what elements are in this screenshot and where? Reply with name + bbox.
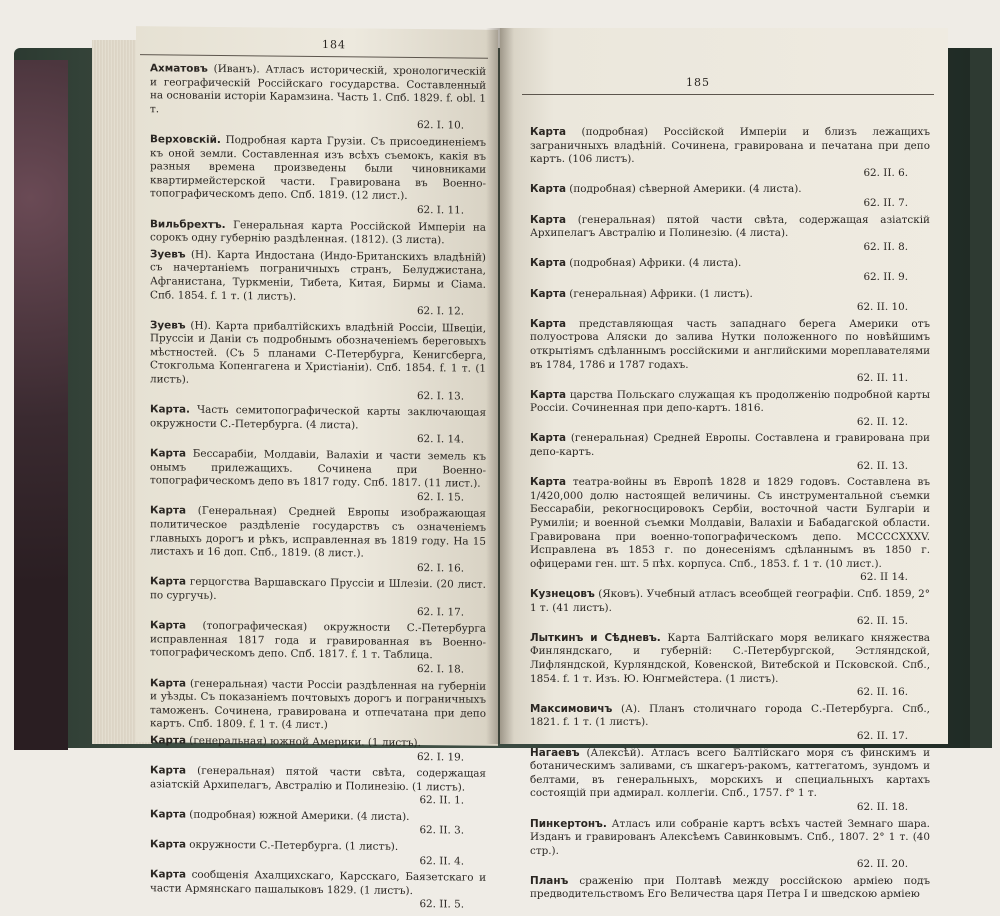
catalog-entry — [530, 632, 930, 700]
entry-heading: Карта — [530, 126, 566, 138]
catalog-entry — [150, 734, 486, 765]
entry-heading: Зуевъ — [150, 247, 186, 261]
shelf-code: 62. II. 7. — [863, 196, 908, 209]
catalog-entry — [150, 404, 486, 448]
header-rule — [522, 94, 934, 95]
entry-heading: Карта — [150, 808, 186, 821]
catalog-entry — [530, 257, 930, 284]
header-rule — [140, 54, 488, 59]
right-page — [500, 28, 948, 901]
entry-text: (Н). Карта прибалтiйскихъ владѣнiй Россiи, Швецiи, Пруссiи и Данiи съ подробнымъ обозначенiемъ береговыхъ мѣстностей. (Съ 5 планами С-Петербурга, Кенигсберга, Стокгольма Копенгагена и Христiанiи). Спб. 1854. f. 1 т. (1 листъ). — [150, 319, 486, 386]
entry-heading: Лыткинъ и Сѣдневъ. — [530, 631, 661, 644]
entry-text: (генеральная) Средней Европы. Составлена и гравирована при депо-картъ. — [530, 432, 930, 459]
shelf-code: 62. II. 16. — [856, 686, 908, 699]
entry-heading: Карта — [530, 183, 566, 196]
entry-text: (подробная) южной Америки. (4 листа). — [189, 808, 410, 823]
shelf-code: 62. II. 20. — [856, 858, 908, 871]
shelf-code: 62. II. 9. — [863, 270, 908, 283]
catalog-entry — [150, 447, 486, 505]
catalog-entry — [150, 218, 486, 249]
entry-text: Карта Балтiйскаго моря великаго княжества Финляндскаго, и губернiй: С.-Петербургской, Эстляндской, Лифляндской, Курляндской, Ковенской, Витебской и Псковской. Спб., 1854. f. 1 т. Изъ. Ю. Юнгмейстера. (1 листъ). — [530, 631, 930, 685]
shelf-code: 62. II 14. — [860, 571, 908, 584]
left-page — [136, 26, 498, 911]
entry-text: (Н). Карта Индостана (Индо-Британскихъ владѣнiй) съ начертанiемъ пограничныхъ странъ, Белуджистана, Афганистана, Туркменiи, Тибета, Китая, Бирмы и Сiама. Спб. 1854. f. 1 т. (1 листъ). — [150, 248, 486, 303]
catalog-entry — [530, 875, 930, 902]
catalog-entry — [530, 288, 930, 315]
page-number: 184 — [322, 38, 346, 52]
entry-heading: Максимовичъ — [530, 702, 613, 715]
catalog-entry — [150, 133, 486, 218]
shelf-code: 62. I. 13. — [416, 389, 464, 403]
entry-heading: Карта — [530, 317, 566, 330]
entry-text: царства Польскаго служащая къ продолженiю подробной карты Россiи. Сочиненная при депо-картъ. 1816. — [530, 388, 930, 415]
catalog-entry — [530, 432, 930, 473]
entry-text: сообщенiя Ахалцихскаго, Карсскаго, Баязетскаго и части Армянскаго пашалыковъ 1829. (1 листъ). — [150, 868, 486, 897]
shelf-code: 62. I. 17. — [416, 605, 464, 619]
entry-text: Часть семитопографической карты заключающая окружности С.-Петербурга. (4 листа). — [150, 403, 487, 432]
entry-list — [530, 126, 930, 905]
shelf-code: 62. I. 10. — [416, 119, 464, 132]
entry-heading: Карта — [150, 619, 186, 632]
entry-text: (Генеральная) Средней Европы изображающая политическое раздѣленiе государствъ съ означенiемъ главныхъ дорогъ и рѣкъ, исправленная въ 1819 году. На 15 листахъ и 16 доп. Спб., 1819. (8 лист.). — [150, 505, 486, 560]
shelf-code: 62. II. 11. — [856, 372, 908, 385]
catalog-entry — [150, 319, 486, 404]
catalog-entry — [530, 818, 930, 872]
entry-heading: Карта — [150, 575, 186, 589]
shelf-code: 62. I. 19. — [416, 750, 464, 764]
entry-heading: Карта — [530, 257, 566, 270]
shelf-code: 62. I. 12. — [416, 305, 464, 318]
entry-heading: Карта — [150, 764, 186, 777]
entry-text: театра-войны въ Европѣ 1828 и 1829 годовъ. Составлена въ 1/420,000 долю настоящей величины. Съ инструментальной съемки Бессарабiи, рекогносцировокъ Сербiи, восточной части Булгарiи и Румилiи; и военной съемки Молдавiи, Валахiи и Бабадагской области. Гравирована при военно-топографическомъ депо. MCCCCXXXV. Исправлена въ 1853 г. по донесенiямъ сдѣланнымъ въ 1850 г. офицерами ген. шт. 5 пѣх. корпуса. Спб., 1853. f. 1 т. (10 лист.). — [530, 476, 930, 570]
entry-heading: Пинкертонъ. — [530, 817, 607, 830]
catalog-entry — [150, 869, 486, 913]
shelf-code: 62. II. 17. — [856, 729, 908, 742]
entry-heading: Карта — [150, 504, 186, 518]
entry-heading: Карта — [150, 447, 186, 460]
shelf-code: 62. II. 3. — [419, 824, 464, 838]
entry-heading: Кузнецовъ — [530, 588, 595, 600]
shelf-code: 62. II. 13. — [856, 459, 908, 472]
entry-text: (подробная) Россiйской Имперiи и близъ лежащихъ заграничныхъ владѣнiй. Сочинена, гравирована и печатана при депо картъ. (106 листъ). — [530, 126, 930, 166]
entry-heading: Зуевъ — [150, 318, 186, 332]
catalog-entry — [530, 183, 930, 210]
entry-text: (подробная) сѣверной Америки. (4 листа). — [569, 183, 802, 196]
entry-heading: Карта — [150, 676, 186, 690]
catalog-entry — [530, 747, 930, 815]
shelf-code: 62. II. 12. — [856, 415, 908, 428]
entry-heading: Карта. — [150, 403, 190, 416]
entry-text: Бессарабiи, Молдавiи, Валахiи и части земель къ онымъ прилежащихъ. Сочинена при Военно-топографическомъ депо въ 1817 году. Спб. 1817. (11 лист.). — [150, 447, 486, 490]
catalog-entry — [150, 619, 486, 677]
entry-text: (Алексѣй). Атласъ всего Балтiйскаго моря съ финскимъ и ботаническимъ заливами, съ шкагеръ-ракомъ, каттегатомъ, зундомъ и белтами, въ генеральныхъ, морскихъ и специальныхъ картахъ состоящiй при адмирал. коллегiи. Спб., 1757. f° 1 т. — [530, 746, 930, 800]
entry-heading: Карта — [530, 287, 566, 300]
entry-heading: Ахматовъ — [150, 62, 208, 75]
book-gutter — [486, 28, 514, 744]
catalog-entry — [150, 505, 486, 576]
entry-list — [150, 62, 486, 916]
shelf-code: 62. II. 15. — [856, 615, 908, 628]
shelf-code: 62. II. 6. — [863, 166, 908, 179]
entry-heading: Карта — [150, 868, 186, 881]
catalog-entry — [150, 576, 486, 620]
entry-text: Генеральная карта Россiйской Имперiи на сорокъ одну губернiю раздѣленная. (1812). (3 листа). — [150, 218, 486, 247]
entry-text: Атласъ или собранiе картъ всѣхъ частей Земнаго шара. Изданъ и гравированъ Алексѣемъ Савинковымъ. Спб., 1807. 2° 1 т. (40 стр.). — [530, 817, 930, 857]
entry-text: герцогства Варшавскаго Пруссiи и Шлезiи. (20 лист. по сургучь). — [150, 576, 486, 602]
entry-heading: Карта — [150, 734, 186, 747]
catalog-entry — [150, 62, 486, 133]
entry-heading: Планъ — [530, 874, 569, 887]
shelf-code: 62. I. 16. — [416, 561, 464, 575]
entry-text: (генеральная) пятой части свѣта, содержащая азiатскiй Архипелагъ, Австралiю и Полинезiю. (1 листъ). — [150, 764, 486, 794]
catalog-entry — [530, 389, 930, 430]
shelf-code: 62. II. 5. — [419, 898, 464, 911]
entry-text: представляющая часть западнаго берега Америки отъ полуострова Аляски до залива Нутки положенного по новѣйшимъ открытiямъ сдѣланнымъ россiйскими и английскими мореплавателями въ 1784, 1786 и 1787 годахъ. — [530, 317, 930, 371]
catalog-entry — [530, 318, 930, 386]
entry-text: (топографическая) окружности С.-Петербурга исправленная 1817 года и гравированная въ Военно-топографическомъ депо. Спб. 1817. f. 1 т. Таблица. — [150, 619, 486, 662]
shelf-code: 62. I. 11. — [416, 203, 464, 217]
entry-heading: Вильбрехтъ. — [150, 217, 226, 231]
entry-text: (подробная) Африки. (4 листа). — [569, 257, 742, 270]
entry-heading: Верховскiй. — [150, 133, 221, 146]
catalog-entry — [150, 764, 486, 808]
entry-text: (генеральная) Африки. (1 листъ). — [569, 287, 753, 300]
page-number: 185 — [686, 76, 710, 89]
entry-heading: Карта — [530, 213, 566, 226]
entry-text: сраженiю при Полтавѣ между россiйскою армiею подъ предводительствомъ Его Величества царя Петра I и шведскою армiею — [530, 874, 930, 901]
catalog-entry — [150, 808, 486, 839]
right-board-edge — [970, 48, 992, 748]
shelf-code: 62. II. 8. — [863, 240, 908, 253]
catalog-entry — [530, 703, 930, 744]
catalog-entry — [530, 476, 930, 585]
entry-text: (Яковъ). Учебный атласъ всеобщей географiи. Спб. 1859, 2° 1 т. (41 листъ). — [530, 588, 930, 614]
entry-heading: Карта — [530, 388, 566, 401]
entry-text: Подробная карта Грузiи. Съ присоединенiемъ къ оной земли. Составленная изъ всѣхъ съемокъ, какiя въ разныя времена произведены были чиновниками квартирмейстерской части. Гравирована въ Военно-топографическомъ депо. Спб. 1819. (12 лист.). — [150, 134, 487, 203]
shelf-code: 62. I. 18. — [416, 662, 464, 676]
shelf-code: 62. II. 10. — [856, 301, 908, 314]
shelf-code: 62. II. 1. — [419, 794, 464, 807]
entry-heading: Нагаевъ — [530, 746, 580, 759]
shelf-code: 62. II. 18. — [856, 800, 908, 813]
entry-text: (Иванъ). Атласъ историческiй, хронологическiй и географическiй Россiйскаго государства. Составленный на основанiи исторiи Карамзина. Часть 1. Спб. 1829. f. obl. 1 т. — [150, 62, 486, 116]
entry-text: (А). Планъ столичнаго города С.-Петербурга. Спб., 1821. f. 1 т. (1 листъ). — [530, 702, 930, 729]
shelf-code: 62. I. 15. — [416, 490, 464, 504]
catalog-entry — [150, 677, 486, 735]
entry-heading: Карта — [530, 432, 566, 445]
shelf-code: 62. I. 14. — [416, 433, 464, 446]
shelf-code: 62. II. 4. — [419, 854, 464, 868]
catalog-entry — [530, 588, 930, 629]
entry-text: (генеральная) части Россiи раздѣленная на губернiи и уѣзды. Съ показанiемъ почтовыхъ дорогъ и пограничныхъ таможенъ. Сочинена, гравирована и отпечатана при депо картъ. Спб. 1809. f. 1 т. (4 лист.) — [150, 677, 486, 732]
catalog-entry — [150, 248, 486, 319]
marbled-edge — [14, 60, 68, 750]
catalog-entry — [530, 126, 930, 180]
catalog-entry — [530, 214, 930, 255]
entry-text: окружности С.-Петербурга. (1 листъ). — [189, 838, 399, 853]
entry-heading: Карта — [150, 838, 186, 851]
entry-heading: Карта — [530, 476, 566, 489]
entry-text: (генеральная) южной Америки. (1 листъ). — [189, 734, 421, 749]
catalog-entry — [150, 838, 486, 869]
entry-text: (генеральная) пятой части свѣта, содержащая азiатскiй Архипелагъ Австралiю и Полинезiю. (4 листа). — [530, 213, 930, 240]
